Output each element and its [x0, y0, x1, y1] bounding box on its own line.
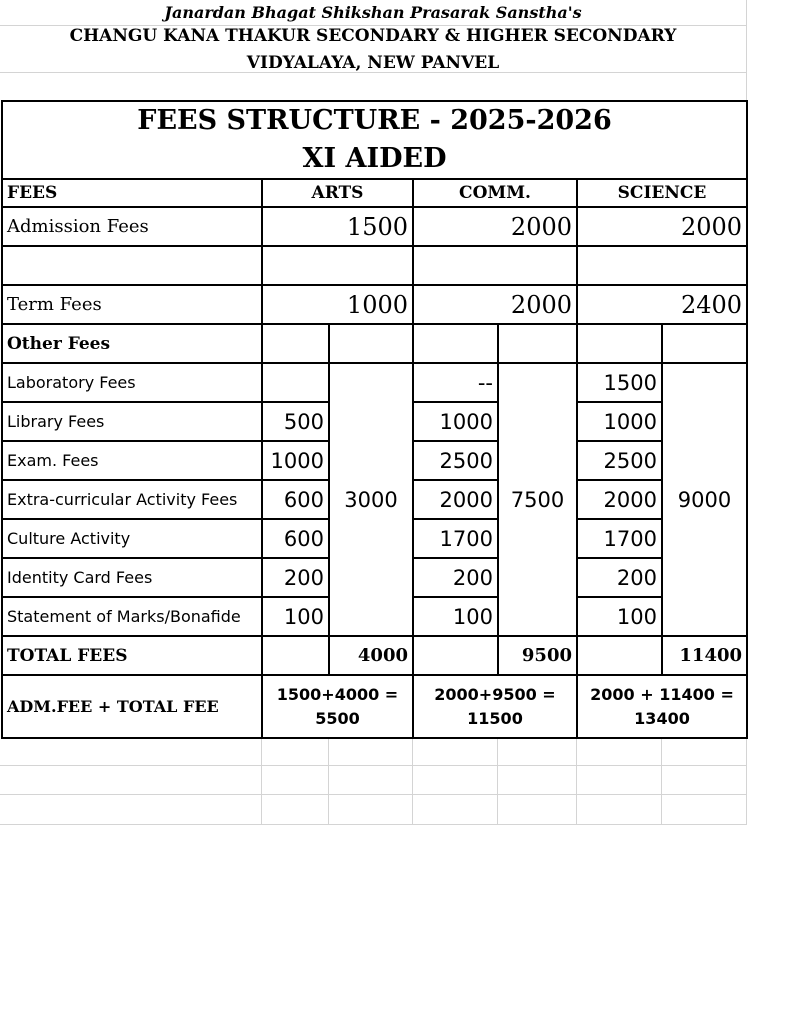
fee-comm: 1700 — [413, 519, 498, 558]
other-subtotal-science: 9000 — [662, 363, 747, 636]
total-comm: 9500 — [498, 636, 577, 675]
fee-arts: 500 — [262, 402, 329, 441]
total-arts: 4000 — [329, 636, 413, 675]
grand-total-row — [2, 675, 747, 738]
gridline — [328, 737, 329, 824]
fee-science: 2500 — [577, 441, 662, 480]
fee-science: 1500 — [577, 363, 662, 402]
blank-row — [2, 246, 747, 285]
admission-arts: 1500 — [262, 207, 413, 246]
gridline — [0, 765, 746, 766]
grand-science-formula: 2000 + 11400 = — [590, 684, 734, 704]
grand-total-arts — [262, 675, 413, 738]
term-comm: 2000 — [413, 285, 577, 324]
table-row — [2, 363, 747, 402]
blank-cell — [662, 324, 747, 363]
fees-table — [1, 100, 748, 739]
fee-label: Extra-curricular Activity Fees — [2, 480, 262, 519]
fee-science: 1000 — [577, 402, 662, 441]
total-label: TOTAL FEES — [2, 636, 262, 675]
gridline — [412, 737, 413, 824]
blank-cell — [577, 636, 662, 675]
fee-label: Library Fees — [2, 402, 262, 441]
other-fees-label: Other Fees — [2, 324, 262, 363]
grand-total-label: ADM.FEE + TOTAL FEE — [2, 675, 262, 738]
fee-science: 100 — [577, 597, 662, 636]
fee-arts: 600 — [262, 480, 329, 519]
table-subtitle: XI AIDED — [2, 139, 747, 179]
column-header-row — [2, 179, 747, 207]
gridline — [0, 794, 746, 795]
fee-comm: 100 — [413, 597, 498, 636]
school-name-line2: VIDYALAYA, NEW PANVEL — [246, 53, 500, 73]
fee-science: 1700 — [577, 519, 662, 558]
blank-cell — [262, 636, 329, 675]
admission-comm: 2000 — [413, 207, 577, 246]
table-title: FEES STRUCTURE - 2025-2026 — [2, 101, 747, 139]
blank-cell — [413, 246, 577, 285]
col-header-arts: ARTS — [262, 179, 413, 207]
term-science: 2400 — [577, 285, 747, 324]
admission-row — [2, 207, 747, 246]
grand-science-result: 13400 — [634, 708, 690, 728]
term-row — [2, 285, 747, 324]
trust-name: Janardan Bhagat Shikshan Prasarak Sanstha's — [164, 3, 582, 22]
col-header-fees: FEES — [2, 179, 262, 207]
total-science: 11400 — [662, 636, 747, 675]
blank-cell — [2, 246, 262, 285]
school-name-line1: CHANGU KANA THAKUR SECONDARY & HIGHER SECONDARY — [69, 26, 677, 46]
admission-science: 2000 — [577, 207, 747, 246]
term-label: Term Fees — [2, 285, 262, 324]
blank-cell — [262, 246, 413, 285]
fee-label: Statement of Marks/Bonafide — [2, 597, 262, 636]
fee-comm: 2500 — [413, 441, 498, 480]
gridline — [261, 737, 262, 824]
admission-label: Admission Fees — [2, 207, 262, 246]
other-subtotal-comm: 7500 — [498, 363, 577, 636]
blank-cell — [262, 324, 329, 363]
subtitle-row — [2, 139, 747, 179]
gridline — [576, 737, 577, 824]
grand-arts-result: 5500 — [315, 708, 360, 728]
fee-science: 2000 — [577, 480, 662, 519]
grand-arts-formula: 1500+4000 = — [276, 684, 399, 704]
other-fees-header-row — [2, 324, 747, 363]
fee-label: Culture Activity — [2, 519, 262, 558]
blank-cell — [329, 324, 413, 363]
gridline — [661, 737, 662, 824]
col-header-comm: COMM. — [413, 179, 577, 207]
fee-label: Exam. Fees — [2, 441, 262, 480]
fee-comm: 200 — [413, 558, 498, 597]
grand-comm-formula: 2000+9500 = — [434, 684, 556, 704]
total-row — [2, 636, 747, 675]
fee-label: Laboratory Fees — [2, 363, 262, 402]
fee-arts: 600 — [262, 519, 329, 558]
grand-total-comm — [413, 675, 577, 738]
blank-cell — [413, 636, 498, 675]
blank-cell — [577, 246, 747, 285]
other-subtotal-arts: 3000 — [329, 363, 413, 636]
blank-cell — [413, 324, 498, 363]
fee-comm: 1000 — [413, 402, 498, 441]
fee-comm: 2000 — [413, 480, 498, 519]
fee-arts: 200 — [262, 558, 329, 597]
title-row — [2, 101, 747, 139]
col-header-science: SCIENCE — [577, 179, 747, 207]
fee-arts — [262, 363, 329, 402]
fee-science: 200 — [577, 558, 662, 597]
fee-comm: -- — [413, 363, 498, 402]
fee-label: Identity Card Fees — [2, 558, 262, 597]
blank-cell — [577, 324, 662, 363]
fee-arts: 100 — [262, 597, 329, 636]
fee-arts: 1000 — [262, 441, 329, 480]
grand-total-science — [577, 675, 747, 738]
grand-comm-result: 11500 — [467, 708, 523, 728]
gridline — [497, 737, 498, 824]
blank-cell — [498, 324, 577, 363]
term-arts: 1000 — [262, 285, 413, 324]
